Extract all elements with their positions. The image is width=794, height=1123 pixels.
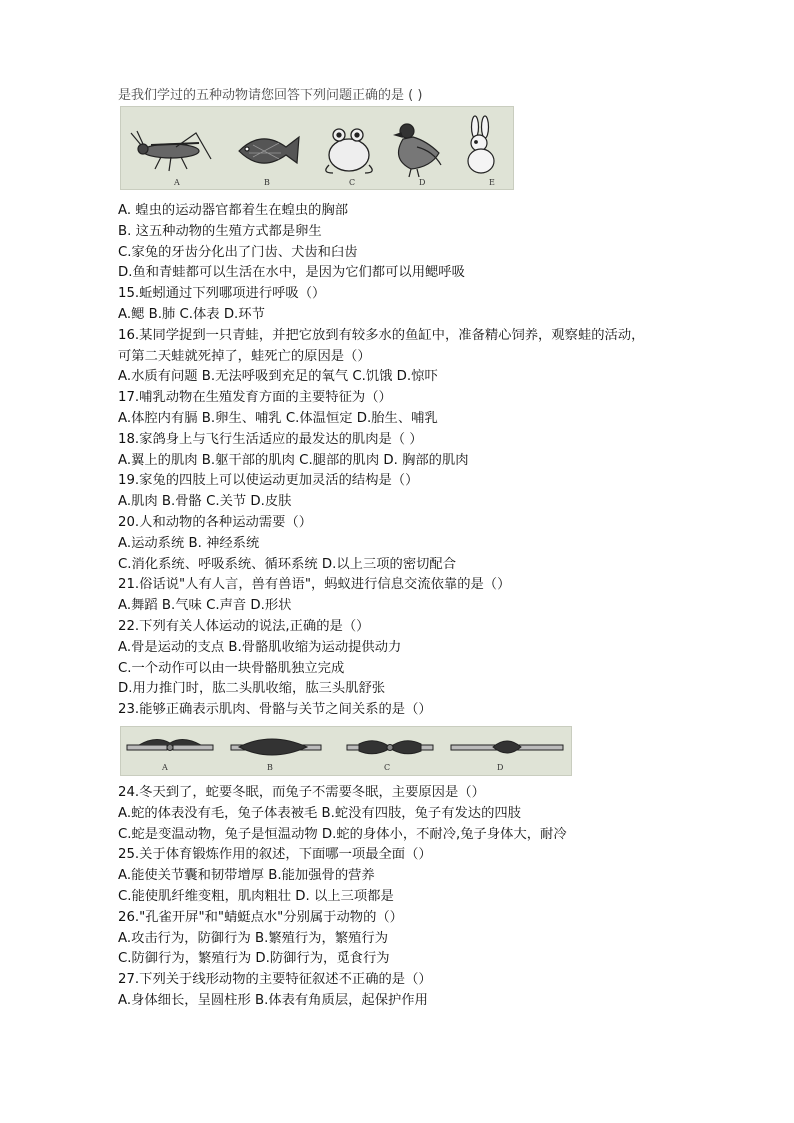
- text-line: C.家兔的牙齿分化出了门齿、犬齿和臼齿: [118, 244, 358, 260]
- text-line: 18.家鸽身上与飞行生活适应的最发达的肌肉是（ ）: [118, 431, 423, 447]
- figure1-label-d: D: [419, 178, 426, 187]
- text-line: 21.俗话说"人有人言，兽有兽语"，蚂蚁进行信息交流依靠的是（）: [118, 577, 511, 593]
- text-line: C.一个动作可以由一块骨骼肌独立完成: [118, 660, 345, 676]
- text-line: A.肌肉 B.骨骼 C.关节 D.皮肤: [118, 494, 292, 510]
- diagram-a: [127, 739, 213, 750]
- cropped-question-text: 是我们学过的五种动物请您回答下列问题正确的是 ( ): [118, 88, 423, 103]
- text-line: D.用力推门时，肱二头肌收缩，肱三头肌舒张: [118, 681, 386, 697]
- text-line: 24.冬天到了，蛇要冬眠，而兔子不需要冬眠，主要原因是（）: [118, 785, 485, 800]
- grasshopper-drawing: [131, 131, 211, 171]
- text-line: B. 这五种动物的生殖方式都是卵生: [118, 223, 322, 239]
- text-line: A. 蝗虫的运动器官都着生在蝗虫的胸部: [118, 203, 349, 218]
- text-line: A.舞蹈 B.气味 C.声音 D.形状: [118, 598, 292, 614]
- figure2-label-a: A: [162, 763, 168, 772]
- diagram-b: [231, 739, 321, 755]
- frog-drawing: [326, 129, 372, 173]
- text-line: 22.下列有关人体运动的说法,正确的是（）: [118, 618, 370, 634]
- text-line: C.蛇是变温动物，兔子是恒温动物 D.蛇的身体小，不耐冷,兔子身体大，耐冷: [118, 826, 567, 842]
- text-line: C.消化系统、呼吸系统、循环系统 D.以上三项的密切配合: [118, 556, 457, 572]
- text-line: A.体腔内有膈 B.卵生、哺乳 C.体温恒定 D.胎生、哺乳: [118, 410, 438, 426]
- text-line: C.防御行为，繁殖行为 D.防御行为，觅食行为: [118, 951, 390, 967]
- figure2-label-d: D: [497, 763, 504, 772]
- text-line: 15.蚯蚓通过下列哪项进行呼吸（）: [118, 286, 326, 302]
- questions-block-1: [118, 201, 678, 721]
- diagram-d: [451, 741, 563, 753]
- figure1-label-a: A: [174, 178, 180, 187]
- muscle-bone-diagrams: [121, 727, 571, 775]
- text-line: 16.某同学捉到一只青蛙，并把它放到有较多水的鱼缸中，准备精心饲养，观察蛙的活动，: [118, 327, 645, 343]
- text-line: A.鳃 B.肺 C.体表 D.环节: [118, 306, 265, 322]
- text-line: A.蛇的体表没有毛，兔子体表被毛 B.蛇没有四肢，兔子有发达的四肢: [118, 805, 521, 821]
- figure2-label-c: C: [384, 763, 391, 772]
- text-line: A.水质有问题 B.无法呼吸到充足的氧气 C.饥饿 D.惊吓: [118, 369, 438, 385]
- figure1-label-e: E: [489, 178, 495, 187]
- questions-block-2: [118, 783, 678, 1012]
- text-line: A.身体细长，呈圆柱形 B.体表有角质层，起保护作用: [118, 992, 428, 1008]
- text-line: A.骨是运动的支点 B.骨骼肌收缩为运动提供动力: [118, 639, 402, 655]
- text-line: A.攻击行为，防御行为 B.繁殖行为，繁殖行为: [118, 930, 389, 946]
- text-line: 26."孔雀开屏"和"蜻蜓点水"分别属于动物的（）: [118, 909, 403, 925]
- text-line: 可第二天蛙就死掉了，蛙死亡的原因是（）: [118, 348, 371, 364]
- muscle-bone-joint-figure: [120, 726, 572, 776]
- rabbit-drawing: [468, 116, 494, 173]
- text-line: A.能使关节囊和韧带增厚 B.能加强骨的营养: [118, 868, 375, 884]
- text-line: A.运动系统 B. 神经系统: [118, 535, 260, 551]
- pigeon-drawing: [395, 124, 441, 177]
- text-line: 17.哺乳动物在生殖发育方面的主要特征为（）: [118, 390, 392, 406]
- diagram-c: [347, 741, 433, 754]
- text-line: 23.能够正确表示肌肉、骨骼与关节之间关系的是（）: [118, 702, 432, 718]
- text-line: A.翼上的肌肉 B.躯干部的肌肉 C.腿部的肌肉 D. 胸部的肌肉: [118, 452, 469, 468]
- animals-figure: [120, 106, 514, 190]
- text-line: 27.下列关于线形动物的主要特征叙述不正确的是（）: [118, 972, 432, 988]
- figure1-label-c: C: [349, 178, 356, 187]
- animals-illustration: [121, 107, 513, 189]
- text-line: 19.家兔的四肢上可以使运动更加灵活的结构是（）: [118, 473, 419, 489]
- fish-drawing: [239, 137, 299, 163]
- figure1-label-b: B: [264, 178, 270, 187]
- figure2-label-b: B: [267, 763, 273, 772]
- text-line: 20.人和动物的各种运动需要（）: [118, 514, 313, 530]
- text-line: 25.关于体育锻炼作用的叙述，下面哪一项最全面（）: [118, 847, 432, 863]
- text-line: C.能使肌纤维变粗，肌肉粗壮 D. 以上三项都是: [118, 888, 394, 904]
- text-line: D.鱼和青蛙都可以生活在水中，是因为它们都可以用鳃呼吸: [118, 265, 465, 281]
